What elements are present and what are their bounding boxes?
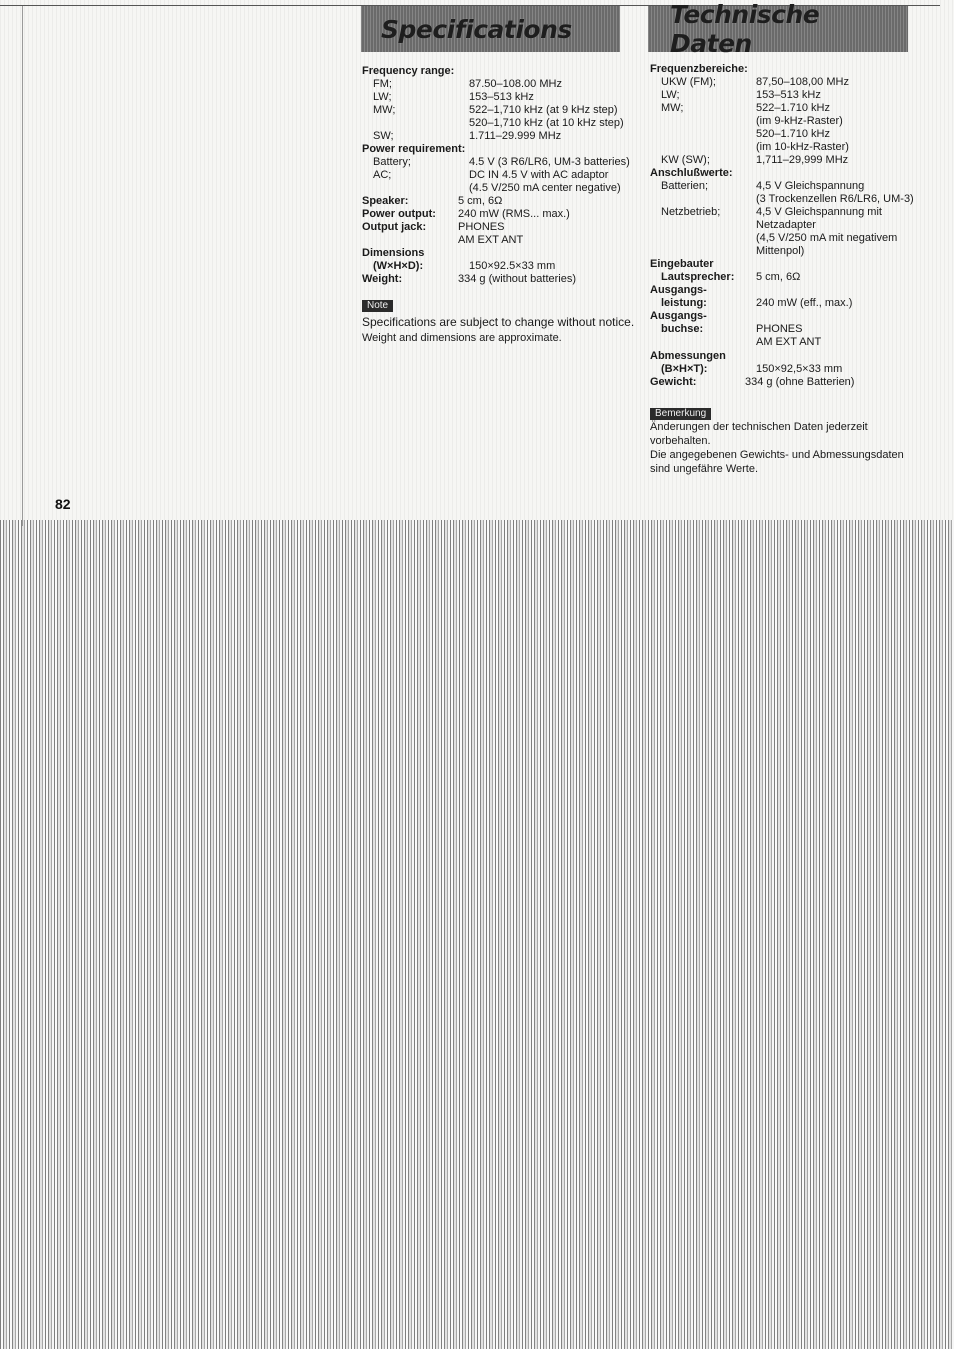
specifications-title: Specifications	[381, 14, 572, 44]
note-badge: Note	[362, 300, 393, 312]
power-output-label: Power output:	[362, 208, 436, 220]
lautsprecher-label-1: Eingebauter	[650, 258, 714, 270]
ausgangsleistung-label-1: Ausgangs-	[650, 284, 707, 296]
left-margin-rule	[22, 6, 23, 526]
ausgangsbuchse-am: AM EXT ANT	[756, 336, 822, 348]
specs-english-column	[362, 65, 637, 345]
bemerkung-text: Änderungen der technischen Daten jederzeit vorbehalten.	[650, 421, 868, 447]
abmessungen-value: 150×92,5×33 mm	[756, 363, 843, 375]
ac-value-detail: (4.5 V/250 mA center negative)	[469, 182, 621, 194]
output-jack-am: AM EXT ANT	[458, 234, 524, 246]
gewicht-value: 334 g (ohne Batterien)	[745, 376, 855, 388]
output-jack-label: Output jack:	[362, 221, 427, 233]
spec-row-ausgangsbuchse	[650, 323, 920, 349]
ausgangsbuchse-label-1: Ausgangs-	[650, 310, 707, 322]
technische-daten-header	[648, 0, 908, 58]
dimensions-value: 150×92.5×33 mm	[469, 260, 556, 272]
netzbetrieb-value-4: Mittenpol)	[756, 245, 805, 257]
spec-row-kw	[650, 154, 920, 167]
netzbetrieb-label: Netzbetrieb;	[661, 206, 721, 218]
technische-daten-title: Technische Daten	[670, 0, 820, 58]
lautsprecher-value: 5 cm, 6Ω	[756, 271, 801, 283]
anschlusswerte-label: Anschlußwerte:	[650, 167, 733, 179]
spec-row-power-output	[362, 208, 637, 221]
spec-row-ac	[362, 169, 637, 195]
ausgangsleistung-label-2: leistung:	[661, 297, 707, 309]
spec-row-speaker	[362, 195, 637, 208]
netzbetrieb-value-3: (4,5 V/250 mA mit negativem	[756, 232, 898, 244]
de-mw-value-4: (im 10-kHz-Raster)	[756, 141, 849, 153]
battery-label: Battery;	[373, 156, 411, 168]
frequency-range-label: Frequency range:	[362, 65, 455, 77]
speaker-label: Speaker:	[362, 195, 409, 207]
note-text: Specifications are subject to change without notice.	[362, 315, 635, 329]
dimensions-sublabel: (W×H×D):	[373, 260, 424, 272]
mw-value-10k: 520–1,710 kHz (at 10 kHz step)	[469, 117, 624, 129]
power-output-value: 240 mW (RMS... max.)	[458, 208, 570, 220]
kw-value: 1,711–29,999 MHz	[756, 154, 849, 166]
note-block	[362, 299, 637, 345]
dimensions-label: Dimensions	[362, 247, 425, 259]
spec-row-battery	[362, 156, 637, 169]
netzbetrieb-value-1: 4,5 V Gleichspannung mit	[756, 206, 882, 218]
fm-value: 87.50–108.00 MHz	[469, 78, 562, 90]
frequenzbereiche-label: Frequenzbereiche:	[650, 63, 748, 75]
ukw-value: 87,50–108,00 MHz	[756, 76, 849, 88]
spec-row-de-lw	[650, 89, 920, 102]
spec-row-fm	[362, 78, 637, 91]
abmessungen-sublabel: (B×H×T):	[661, 363, 708, 375]
lw-value: 153–513 kHz	[469, 91, 534, 103]
spec-row-abmessungen	[650, 363, 920, 376]
bemerkung-text-2: Die angegebenen Gewichts- und Abmessungsdaten sind ungefähre Werte.	[650, 449, 904, 475]
output-jack-phones: PHONES	[458, 221, 505, 233]
weight-label: Weight:	[362, 273, 403, 285]
de-lw-label: LW;	[661, 89, 680, 101]
spec-row-netzbetrieb	[650, 206, 920, 258]
lw-label: LW;	[373, 91, 392, 103]
sw-value: 1.711–29.999 MHz	[469, 130, 562, 142]
specs-german-column	[650, 63, 920, 476]
de-mw-value-1: 522–1.710 kHz	[756, 102, 830, 114]
spec-row-dimensions	[362, 260, 637, 273]
kw-label: KW (SW);	[661, 154, 710, 166]
de-lw-value: 153–513 kHz	[756, 89, 821, 101]
bemerkung-badge: Bemerkung	[650, 408, 711, 420]
spec-row-output-jack	[362, 221, 637, 247]
batterien-value-detail: (3 Trockenzellen R6/LR6, UM-3)	[756, 193, 914, 205]
netzbetrieb-value-2: Netzadapter	[756, 219, 816, 231]
de-mw-label: MW;	[661, 102, 684, 114]
spec-row-weight	[362, 273, 637, 286]
bemerkung-block	[650, 407, 920, 476]
speaker-value: 5 cm, 6Ω	[458, 195, 503, 207]
spec-row-lautsprecher	[650, 271, 920, 284]
ac-value: DC IN 4.5 V with AC adaptor	[469, 169, 609, 181]
spec-row-de-mw	[650, 102, 920, 154]
ukw-label: UKW (FM);	[661, 76, 716, 88]
de-mw-value-3: 520–1.710 kHz	[756, 128, 830, 140]
mw-label: MW;	[373, 104, 396, 116]
fm-label: FM;	[373, 78, 392, 90]
lautsprecher-label-2: Lautsprecher:	[661, 271, 735, 283]
abmessungen-label: Abmessungen	[650, 350, 726, 362]
battery-value: 4.5 V (3 R6/LR6, UM-3 batteries)	[469, 156, 630, 168]
sw-label: SW;	[373, 130, 394, 142]
mw-value-9k: 522–1,710 kHz (at 9 kHz step)	[469, 104, 618, 116]
scan-stripe-background	[0, 520, 954, 1349]
spec-row-gewicht	[650, 376, 920, 389]
spec-row-sw	[362, 130, 637, 143]
ausgangsleistung-value: 240 mW (eff., max.)	[756, 297, 853, 309]
spec-row-ukw	[650, 76, 920, 89]
spec-row-ausgangsleistung	[650, 297, 920, 310]
spec-row-lw	[362, 91, 637, 104]
weight-value: 334 g (without batteries)	[458, 273, 577, 285]
page-number: 82	[55, 496, 71, 512]
specifications-header	[361, 6, 620, 52]
ac-label: AC;	[373, 169, 392, 181]
note-text-2: Weight and dimensions are approximate.	[362, 332, 562, 344]
de-mw-value-2: (im 9-kHz-Raster)	[756, 115, 843, 127]
ausgangsbuchse-phones: PHONES	[756, 323, 803, 335]
batterien-label: Batterien;	[661, 180, 709, 192]
power-requirement-label: Power requirement:	[362, 143, 466, 155]
ausgangsbuchse-label-2: buchse:	[661, 323, 704, 335]
gewicht-label: Gewicht:	[650, 376, 697, 388]
batterien-value: 4,5 V Gleichspannung	[756, 180, 865, 192]
spec-row-batterien	[650, 180, 920, 206]
spec-row-mw	[362, 104, 637, 130]
